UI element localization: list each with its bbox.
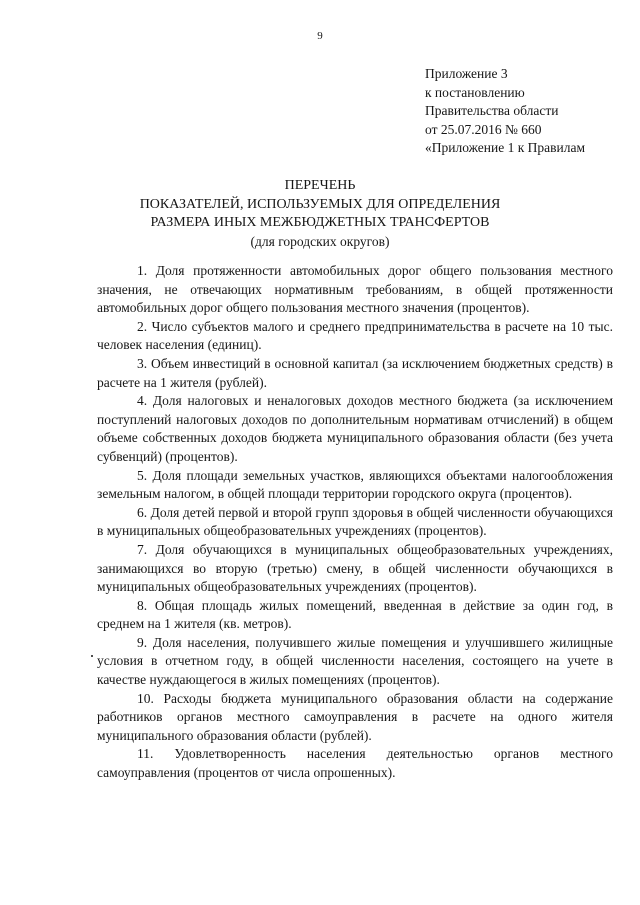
page-number: 9 [317, 30, 323, 42]
list-item: 1. Доля протяженности автомобильных дорог общего пользования местного значения, не отвечающих нормативным требованиям, в общей протяженности автомобильных дорог общего пользования местного значения (процентов). [97, 263, 613, 316]
list-item: 10. Расходы бюджета муниципального образования области на содержание работников органов местного самоуправления в расчете на одного жителя муниципального образования области (рублей). [97, 690, 613, 743]
list-item: 8. Общая площадь жилых помещений, введенная в действие за один год, в среднем на 1 жителя (кв. метров). [97, 597, 613, 632]
heading-title: ПЕРЕЧЕНЬ [284, 178, 356, 193]
heading-subtitle: (для городских округов) [250, 233, 390, 249]
appendix-line: Приложение 3 [425, 66, 508, 81]
heading-line: РАЗМЕРА ИНЫХ МЕЖБЮДЖЕТНЫХ ТРАНСФЕРТОВ [150, 215, 490, 230]
appendix-line: Правительства области [425, 103, 559, 119]
appendix-line: «Приложение 1 к Правилам [425, 140, 586, 156]
list-item: 9. Доля населения, получившего жилые помещения и улучшившего жилищные условия в отчетном году, в общей численности населения, состоящего на учете в качестве нуждающегося в жилых помещениях (процентов). [97, 634, 613, 688]
appendix-line: от 25.07.2016 № 660 [425, 121, 542, 137]
list-item: 5. Доля площади земельных участков, являющихся объектами налогообложения земельным налогом, в общей площади территории городского округа (процентов). [97, 467, 613, 502]
appendix-line: к постановлению [425, 84, 525, 100]
list-item: 4. Доля налоговых и неналоговых доходов местного бюджета (за исключением поступлений налоговых доходов по дополнительным нормативам отчислений) в общем объеме собственных доходов бюджета муниципального образования области (без учета субвенций) (процентов). [97, 393, 613, 464]
list-item: 2. Число субъектов малого и среднего предпринимательства в расчете на 10 тыс. человек населения (единиц). [97, 318, 613, 353]
scan-dot [91, 655, 93, 657]
heading-line: ПОКАЗАТЕЛЕЙ, ИСПОЛЬЗУЕМЫХ ДЛЯ ОПРЕДЕЛЕНИЯ [139, 196, 501, 212]
document-heading [0, 177, 640, 251]
list-item: 11. Удовлетворенность населения деятельностью органов местного самоуправления (процентов от числа опрошенных). [97, 746, 613, 781]
list-item: 7. Доля обучающихся в муниципальных общеобразовательных учреждениях, занимающихся во вторую (третью) смену, в общей численности обучающихся в муниципальных общеобразовательных учреждениях (процентов). [97, 541, 613, 595]
list-item: 3. Объем инвестиций в основной капитал (за исключением бюджетных средств) в расчете на 1 жителя (рублей). [97, 355, 613, 390]
appendix-reference [425, 65, 585, 158]
list-item: 6. Доля детей первой и второй групп здоровья в общей численности обучающихся в муниципальных общеобразовательных учреждениях (процентов). [97, 504, 613, 539]
indicator-list [97, 262, 613, 783]
